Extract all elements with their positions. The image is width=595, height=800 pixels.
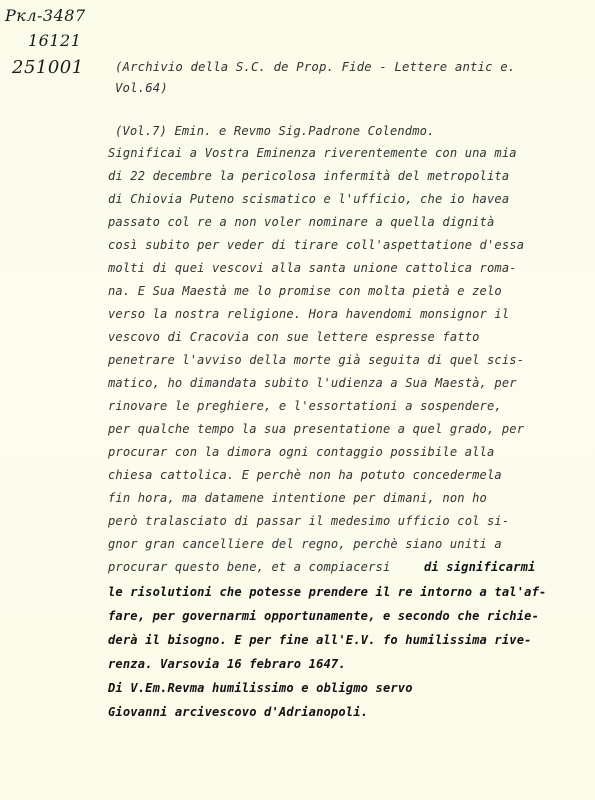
letter-line: molti di quei vescovi alla santa unione cattolica roma-	[108, 261, 517, 275]
handwritten-number: 16121	[28, 31, 82, 50]
letter-line: matico, ho dimandata subito l'udienza a Sua Maestà, per	[108, 376, 517, 390]
letter-line: chiesa cattolica. E perchè non ha potuto concedermela	[108, 468, 502, 482]
letter-line: di Chiovia Puteno scismatico e l'ufficio, che io havea	[108, 192, 510, 206]
letter-line-dark: fare, per governarmi opportunamente, e secondo che richie-	[108, 609, 540, 623]
archive-reference: (Archivio della S.C. de Prop. Fide - Lettere antic e.	[115, 60, 516, 74]
letter-line: così subito per veder di tirare coll'aspettatione d'essa	[108, 238, 525, 252]
letter-line: verso la nostra religione. Hora havendomi monsignor il	[108, 307, 510, 321]
letter-line-dark: le risolutioni che potesse prendere il re intorno a tal'af-	[108, 585, 547, 599]
letter-line-dark: renza. Varsovia 16 febraro 1647.	[108, 657, 346, 671]
signature-name: Giovanni arcivescovo d'Adrianopoli.	[108, 705, 369, 719]
letter-line-dark-tail: di significarmi	[424, 560, 536, 574]
letter-line: Significai a Vostra Eminenza riverentemente con una mia	[108, 146, 517, 160]
letter-line: procurar questo bene, et a compiacersi	[108, 560, 391, 574]
letter-line: di 22 decembre la pericolosa infermità del metropolita	[108, 169, 510, 183]
letter-line: penetrare l'avviso della morte già seguita di quel scis-	[108, 353, 525, 367]
letter-line: na. E Sua Maestà me lo promise con molta pietà e zelo	[108, 284, 502, 298]
letter-line: passato col re a non voler nominare a quella dignità	[108, 215, 495, 229]
letter-line: però tralasciato di passar il medesimo ufficio col si-	[108, 514, 510, 528]
handwritten-reference: Pкл-3487	[5, 6, 86, 25]
letter-line: vescovo di Cracovia con sue lettere espresse fatto	[108, 330, 480, 344]
letter-line-dark: derà il bisogno. E per fine all'E.V. fo humilissima rive-	[108, 633, 532, 647]
signature-line: Di V.Em.Revma humilissimo e obligmo servo	[108, 681, 413, 695]
letter-line: per qualche tempo la sua presentatione a quel grado, per	[108, 422, 525, 436]
letter-line: rinovare le preghiere, e l'essortationi a sospendere,	[108, 399, 502, 413]
handwritten-id: 251001	[12, 57, 84, 78]
archive-volume: Vol.64)	[115, 81, 168, 95]
letter-line: procurar con la dimora ogni contaggio possibile alla	[108, 445, 495, 459]
letter-line: fin hora, ma datamene intentione per dimani, non ho	[108, 491, 487, 505]
letter-line: gnor gran cancelliere del regno, perchè siano uniti a	[108, 537, 502, 551]
letter-heading: (Vol.7) Emin. e Revmo Sig.Padrone Colendmo.	[115, 124, 435, 138]
